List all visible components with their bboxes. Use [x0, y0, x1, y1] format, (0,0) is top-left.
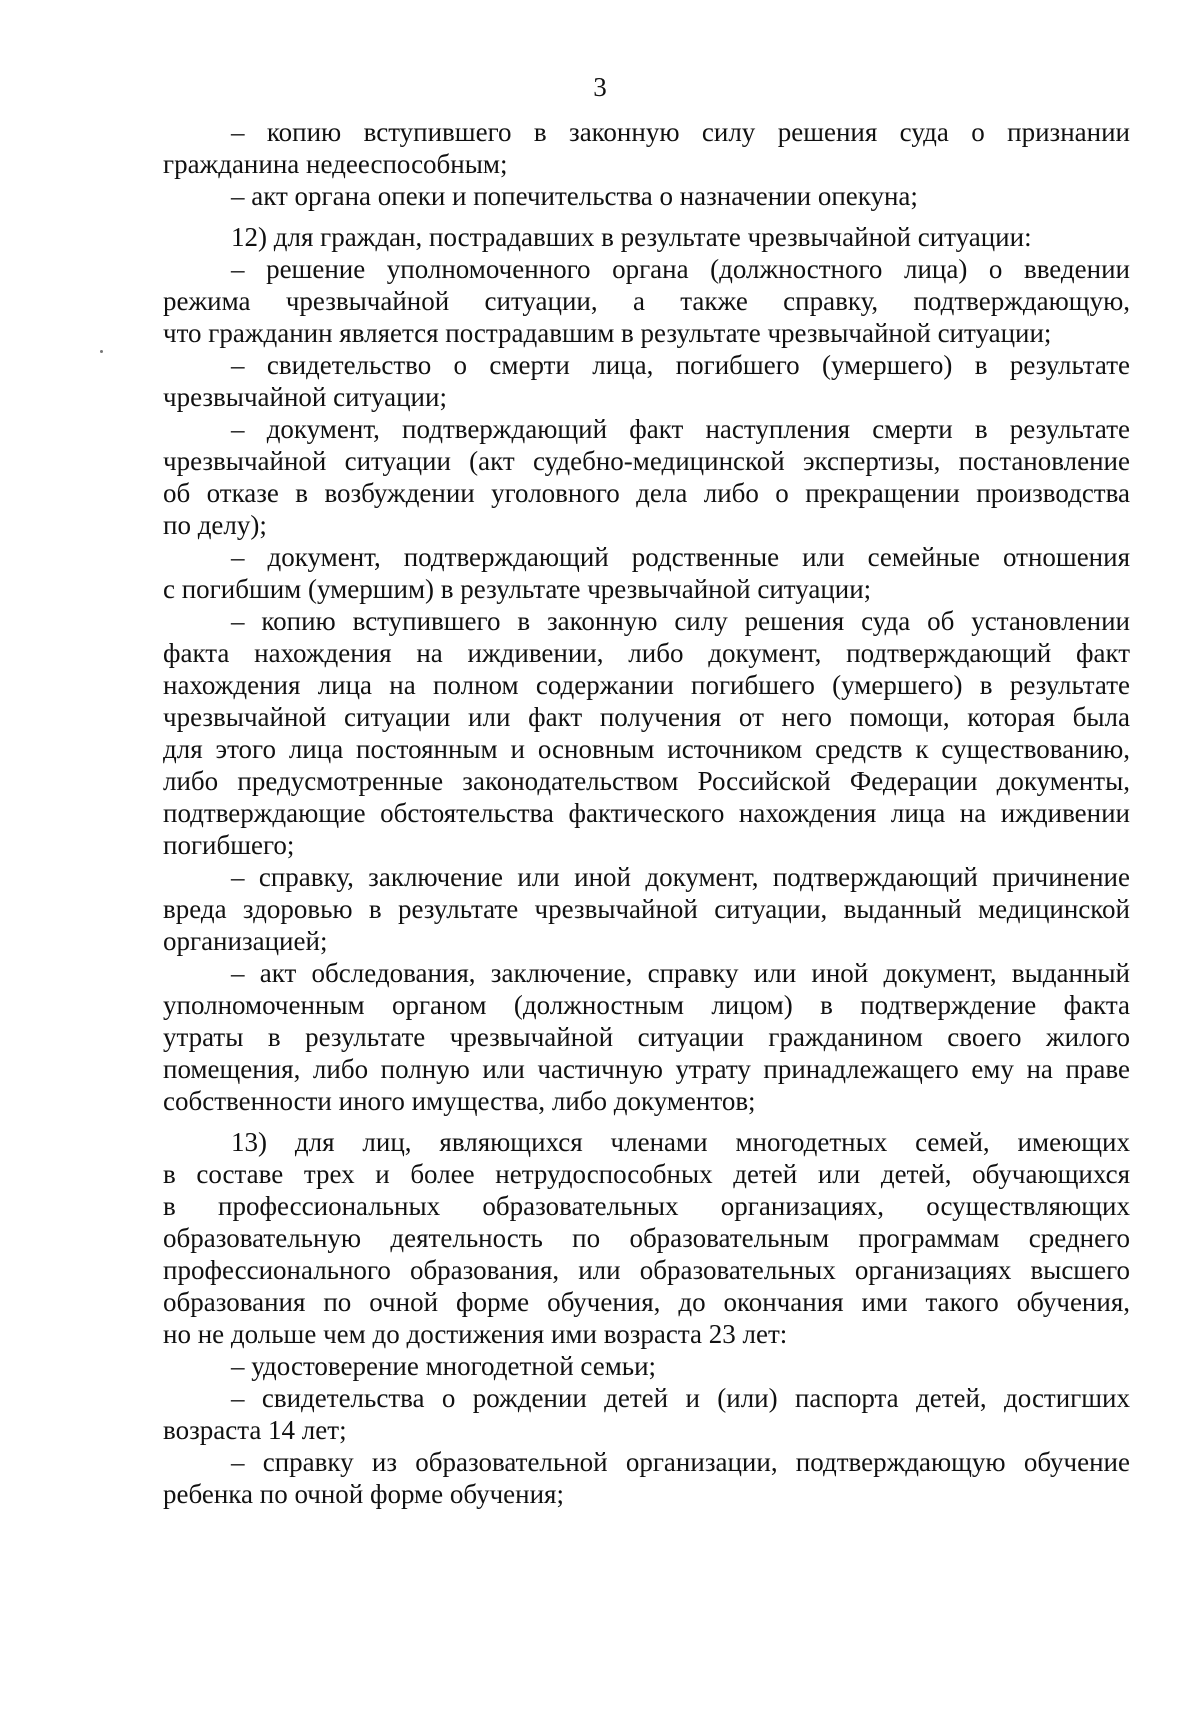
text-line: режима чрезвычайной ситуации, а также справку, подтверждающую, — [163, 286, 1130, 316]
text-line: гражданина недееспособным; — [163, 149, 508, 179]
text-line: помещения, либо полную или частичную утрату принадлежащего ему на праве — [163, 1054, 1130, 1084]
text-line: – копию вступившего в законную силу решения суда о признании — [231, 117, 1130, 147]
text-line: 12) для граждан, пострадавших в результате чрезвычайной ситуации: — [231, 222, 1032, 252]
text-line: погибшего; — [163, 830, 295, 860]
text-line: собственности иного имущества, либо документов; — [163, 1086, 756, 1116]
text-line: – свидетельство о смерти лица, погибшего (умершего) в результате — [231, 350, 1130, 380]
text-line: уполномоченным органом (должностным лицом) в подтверждение факта — [163, 990, 1130, 1020]
text-line: ребенка по очной форме обучения; — [163, 1479, 564, 1509]
text-line: – копию вступившего в законную силу решения суда об установлении — [231, 606, 1130, 636]
text-line: в профессиональных образовательных организациях, осуществляющих — [163, 1191, 1130, 1221]
text-line: подтверждающие обстоятельства фактического нахождения лица на иждивении — [163, 798, 1130, 828]
text-line: факта нахождения на иждивении, либо документ, подтверждающий факт — [163, 638, 1130, 668]
text-line: для этого лица постоянным и основным источником средств к существованию, — [163, 734, 1130, 764]
text-line: об отказе в возбуждении уголовного дела либо о прекращении производства — [163, 478, 1130, 508]
text-line: 13) для лиц, являющихся членами многодетных семей, имеющих — [231, 1127, 1130, 1157]
text-line: образования по очной форме обучения, до окончания ими такого обучения, — [163, 1287, 1130, 1317]
text-line: в составе трех и более нетрудоспособных детей или детей, обучающихся — [163, 1159, 1130, 1189]
text-line: – справку из образовательной организации, подтверждающую обучение — [231, 1447, 1130, 1477]
text-line: – документ, подтверждающий факт наступления смерти в результате — [231, 414, 1130, 444]
text-line: чрезвычайной ситуации; — [163, 382, 447, 412]
text-line: с погибшим (умершим) в результате чрезвычайной ситуации; — [163, 574, 872, 604]
text-line: чрезвычайной ситуации или факт получения от него помощи, которая была — [163, 702, 1130, 732]
text-line: – акт обследования, заключение, справку или иной документ, выданный — [231, 958, 1130, 988]
text-line: – документ, подтверждающий родственные или семейные отношения — [231, 542, 1130, 572]
text-line: организацией; — [163, 926, 328, 956]
text-line: профессионального образования, или образовательных организациях высшего — [163, 1255, 1130, 1285]
text-line: по делу); — [163, 510, 267, 540]
text-line: – свидетельства о рождении детей и (или) паспорта детей, достигших — [231, 1383, 1130, 1413]
text-line: но не дольше чем до достижения ими возраста 23 лет: — [163, 1319, 788, 1349]
text-line: – решение уполномоченного органа (должностного лица) о введении — [231, 254, 1130, 284]
text-line: чрезвычайной ситуации (акт судебно-медицинской экспертизы, постановление — [163, 446, 1130, 476]
text-line: возраста 14 лет; — [163, 1415, 347, 1445]
scan-artifact-dot — [100, 350, 103, 353]
document-body — [163, 116, 1130, 1510]
text-line: нахождения лица на полном содержании погибшего (умершего) в результате — [163, 670, 1130, 700]
text-line: утраты в результате чрезвычайной ситуации гражданином своего жилого — [163, 1022, 1130, 1052]
text-line: – удостоверение многодетной семьи; — [231, 1351, 657, 1381]
text-line: – справку, заключение или иной документ, подтверждающий причинение — [231, 862, 1130, 892]
text-line: что гражданин является пострадавшим в результате чрезвычайной ситуации; — [163, 318, 1052, 348]
page-number: 3 — [593, 72, 607, 102]
text-line: образовательную деятельность по образовательным программам среднего — [163, 1223, 1130, 1253]
text-line: вреда здоровью в результате чрезвычайной ситуации, выданный медицинской — [163, 894, 1130, 924]
text-line: либо предусмотренные законодательством Российской Федерации документы, — [163, 766, 1130, 796]
text-line: – акт органа опеки и попечительства о назначении опекуна; — [231, 181, 918, 211]
